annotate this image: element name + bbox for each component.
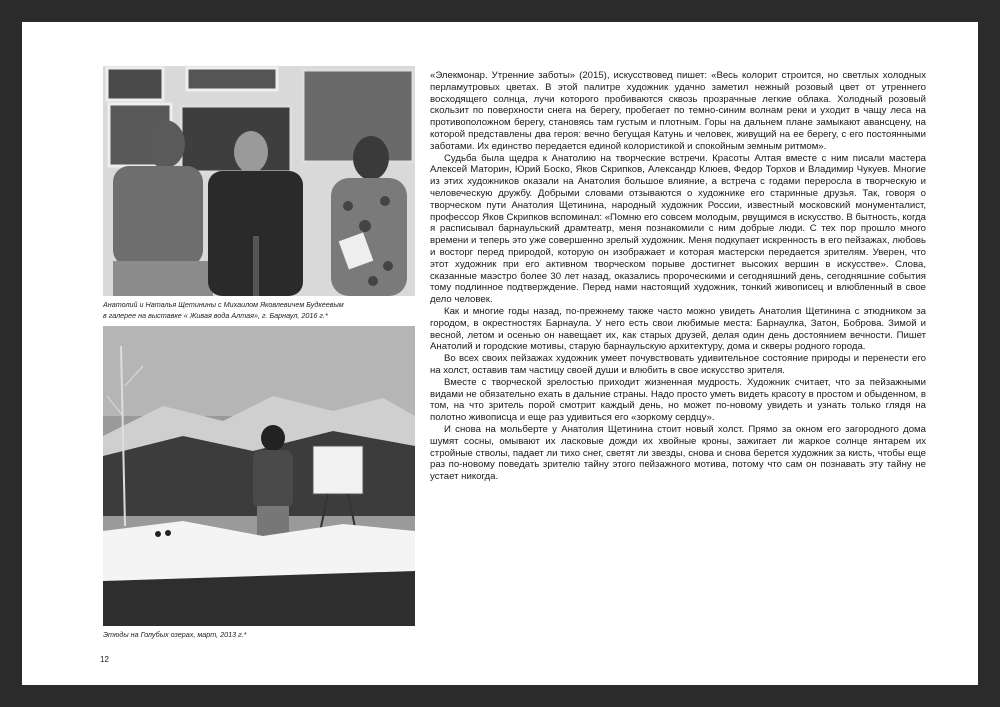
gallery-photo-image: [103, 66, 415, 296]
book-page: [22, 22, 978, 685]
gallery-caption-line-2: в галерее на выставке « Живая вода Алтая», г. Барнаул, 2016 г.*: [103, 311, 328, 320]
paragraph: Вместе с творческой зрелостью приходит жизненная мудрость. Художник считает, что за пейзажными видами не обязательно ехать в дальние страны. Надо просто уметь видеть красоту в простом и обыденном, в том, на что зритель порой смотрит каждый день, но может по-новому увидеть и узнать только глядя на полотно живописца и еще раз удивиться его «зоркому сердцу».: [430, 376, 926, 424]
article-text: [430, 70, 926, 483]
gallery-caption-line-1: Анатолий и Наталья Щетинины с Михаилом Яковлевичем Будкеевым: [103, 300, 344, 309]
lake-etude-photo: [103, 326, 415, 626]
paragraph: Судьба была щедра к Анатолию на творческие встречи. Красоты Алтая вместе с ним писали мастера Алексей Маторин, Юрий Боско, Яков Скрипков, Александр Клюев, Федор Торхов и Владимир Чукуев. Многие из этих художников оказали на Анатолия большое влияние, а встреча с годами переросла в творческую и человеческую дружбу. Добрыми словами отзываются о художнике его старинные друзья. Так, говоря о творческом пути Анатолия Щетинина, народный художник России, известный московский монументалист, профессор Яков Скрипков вспоминал: «Помню его совсем молодым, рвущимся в искусство. В бытность, когда я расписывал барнаульский драмтеатр, меня познакомили с ним добрые люди. С тех пор прошло много времени и теперь это уже совершенно зрелый художник. Меня подкупает искренность в его пейзажах, любовь и восторг перед природой, которую он изображает и которая мастерски передается зрителям. Уверен, что этот художник при его активном творческом порыве достигнет высоких вершин в искусстве». Слова, сказанные маэстро более 30 лет назад, оказались пророческими и сегодняшний день, сегодняшние события тому подлинное подтверждение. Перед нами настоящий художник, тонкий живописец и влюбленный в свое дело человек.: [430, 152, 926, 306]
paragraph: Во всех своих пейзажах художник умеет почувствовать удивительное состояние природы и перенести его на холст, оставив там частицу своей души и влюбить в свое искусство зрителя.: [430, 353, 926, 376]
page-number: 12: [100, 655, 109, 664]
paragraph: «Элекмонар. Утренние заботы» (2015), искусствовед пишет: «Весь колорит строится, но светлых холодных перламутровых цветах. В этой палитре художник удачно заметил нежный розовый цвет от утреннего восходящего солнца, лучи которого пробиваются сквозь прозрачные легкие облака. Холодный розовый скользит по поверхности снега на берегу, пробегает по темно-синим волнам реки и уходит в чащу леса на противоположном берегу, становясь там густым и плотным. Горы на дальнем плане замыкают авансцену, на которой представлены два героя: вечно бегущая Катунь и человек, живущий на ее берегу, с его постоянными заботами. Их единство передается единой колористикой и спокойным земным ритмом».: [430, 70, 926, 152]
paragraph: Как и многие годы назад, по-прежнему также часто можно увидеть Анатолия Щетинина с этюдником за городом, в окрестностях Барнаула. У него есть свои любимые места: Барнаулка, Затон, Боброва. Зимой и весной, летом и осенью он навещает их, как старых друзей, делая один день достоянием вечности. Пишет Анатолий и городские мотивы, старую барнаульскую архитектуру, дома и скверы родного города.: [430, 305, 926, 353]
lake-etude-caption: Этюды на Голубых озерах, март, 2013 г.*: [103, 630, 247, 639]
gallery-photo-caption: [103, 299, 423, 321]
lake-etude-photo-image: [103, 326, 415, 626]
paragraph: И снова на мольберте у Анатолия Щетинина стоит новый холст. Прямо за окном его загородного дома шумят сосны, омывают их ласковые дожди их хвойные кроны, зажигает ли жаркое солнце янтарем их стройные стволы, падает ли тихо снег, светят ли звезды, снова и снова берется художник за кисть, чтобы еще раз по-новому поведать зрителю тайну этого пейзажного мотива, потому что сам он познавать эту тайну не устает никогда.: [430, 423, 926, 483]
gallery-photo: [103, 66, 415, 296]
